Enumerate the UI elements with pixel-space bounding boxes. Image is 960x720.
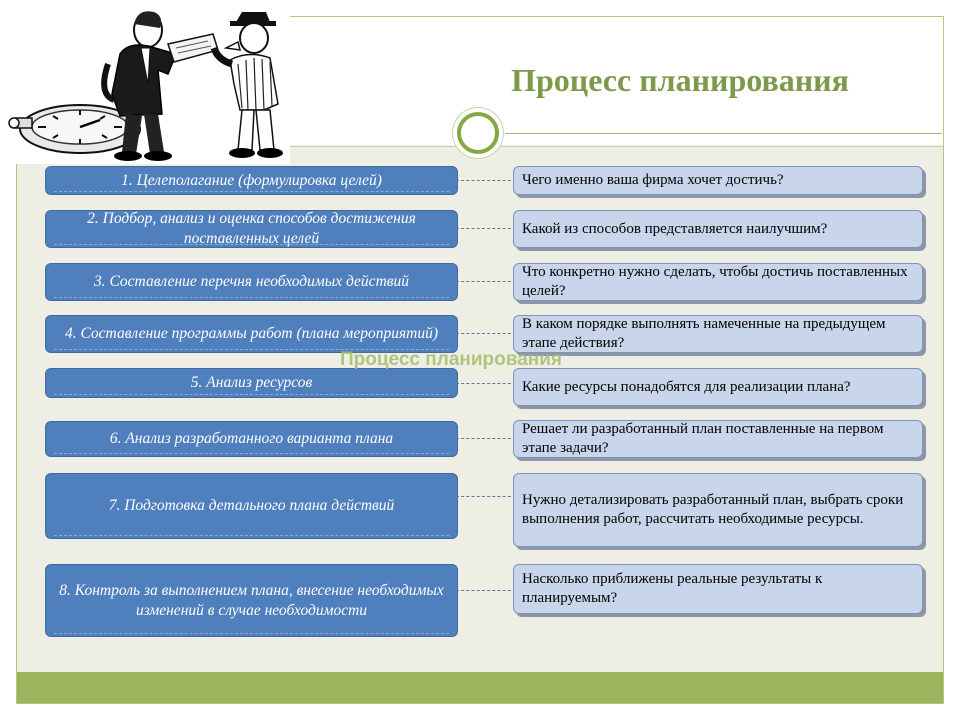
question-box-4: В каком порядке выполнять намеченные на предыдущем этапе действия?: [513, 315, 923, 353]
step-box-7: 7. Подготовка детального плана действий: [45, 473, 458, 539]
title-circle-icon: [457, 112, 499, 154]
question-box-1: Чего именно ваша фирма хочет достичь?: [513, 166, 923, 195]
businessman-right: [214, 12, 283, 158]
bottom-bar: [17, 672, 943, 703]
page-title: Процесс планирования: [511, 62, 849, 98]
connector-7: [456, 496, 516, 498]
step-box-6: 6. Анализ разработанного варианта плана: [45, 421, 458, 457]
watermark-text: Процесс планирования: [340, 349, 562, 370]
step-box-3: 3. Составление перечня необходимых действий: [45, 263, 458, 301]
connector-5: [456, 383, 516, 385]
question-box-8: Насколько приближены реальные результаты к планируемым?: [513, 564, 923, 614]
header-divider: [505, 133, 942, 134]
connector-1: [456, 180, 516, 182]
step-box-2: 2. Подбор, анализ и оценка способов достижения поставленных целей: [45, 210, 458, 248]
connector-2: [456, 228, 516, 230]
connector-4: [456, 333, 516, 335]
step-box-4: 4. Составление программы работ (плана мероприятий): [45, 315, 458, 353]
question-box-3: Что конкретно нужно сделать, чтобы достичь поставленных целей?: [513, 263, 923, 301]
connector-8: [456, 590, 516, 592]
connector-3: [456, 281, 516, 283]
businessmen-illustration: [8, 4, 290, 164]
question-box-6: Решает ли разработанный план поставленные на первом этапе задачи?: [513, 420, 923, 458]
document-icon: [168, 34, 218, 62]
question-box-5: Какие ресурсы понадобятся для реализации плана?: [513, 368, 923, 406]
question-box-7: Нужно детализировать разработанный план, выбрать сроки выполнения работ, рассчитать необходимые ресурсы.: [513, 473, 923, 547]
step-box-8: 8. Контроль за выполнением плана, внесение необходимых изменений в случае необходимости: [45, 564, 458, 637]
question-box-2: Какой из способов представляется наилучшим?: [513, 210, 923, 248]
step-box-5: 5. Анализ ресурсов: [45, 368, 458, 398]
connector-6: [456, 438, 516, 440]
step-box-1: 1. Целеполагание (формулировка целей): [45, 166, 458, 195]
